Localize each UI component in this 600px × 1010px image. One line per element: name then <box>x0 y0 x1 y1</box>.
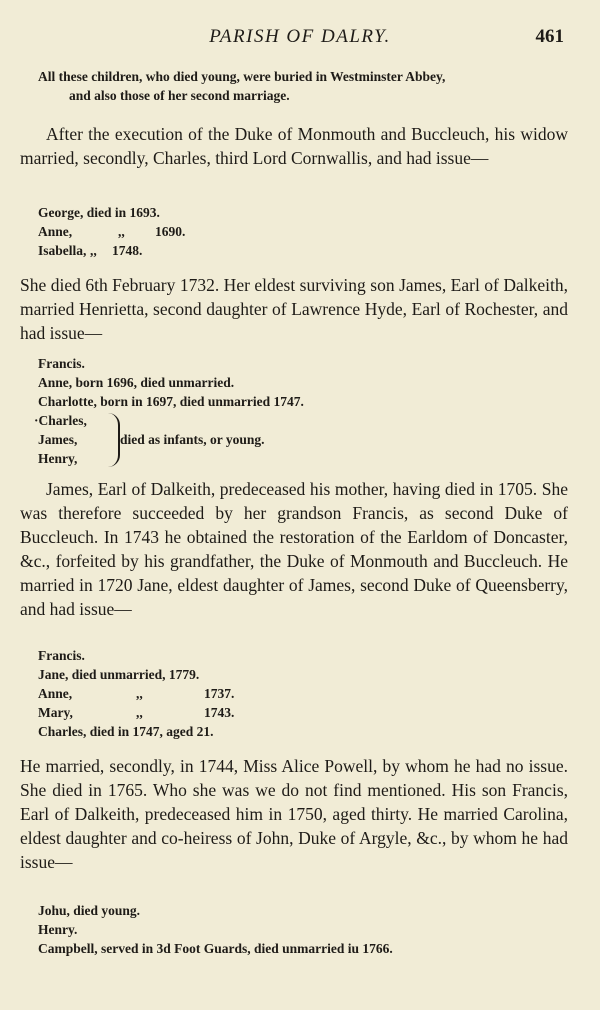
page-header <box>20 26 580 52</box>
list-item: ·Charles, <box>34 413 87 428</box>
footnote-monmouth-children <box>38 67 576 105</box>
paragraph-text: James, Earl of Dalkeith, predeceased his mother, having died in 1705. She was therefore succeeded by her grandson Francis, as second Duke of Buccleuch. In 1743 he obtained the restoration of the Earldom of Doncaster, &c., forfeited by his grandfather, the Duke of Monmouth and Buccleuch. He married in 1720 Jane, eldest daughter of James, second Duke of Queensberry, and had issue— <box>20 479 568 619</box>
list-item: George, died in 1693. <box>38 205 160 220</box>
list-item: Mary, ,, 1743. <box>38 705 235 720</box>
page-number: 461 <box>535 26 564 47</box>
list-item: Jane, died unmarried, 1779. <box>38 667 200 682</box>
infants-brace-group <box>34 411 400 471</box>
paragraph-text: He married, secondly, in 1744, Miss Alice Powell, by whom he had no issue. She died in 1765. Who she was we do not find mentioned. His son Francis, Earl of Dalkeith, predeceased him in 1750, aged thirty. He married Carolina, eldest daughter and co-heiress of John, Duke of Argyle, &c., by whom he had issue— <box>20 756 568 872</box>
paragraph-second-marriage <box>20 754 568 874</box>
curly-brace <box>108 413 120 467</box>
paragraph-james-earl <box>20 477 568 621</box>
list-item: Campbell, served in 3d Foot Guards, died unmarried iu 1766. <box>38 941 393 956</box>
list-item: Charlotte, born in 1697, died unmarried 1747. <box>38 394 304 409</box>
running-title: PARISH OF DALRY. <box>209 26 391 47</box>
list-item: Francis. <box>38 648 85 663</box>
list-item: Isabella, ,, 1748. <box>38 243 143 258</box>
list-item: Henry. <box>38 922 78 937</box>
list-item: James, <box>38 432 78 447</box>
argyle-issue-list <box>38 901 564 958</box>
footnote-line: All these children, who died young, were buried in Westminster Abbey, <box>38 69 446 84</box>
list-item: Anne, ,, 1690. <box>38 224 186 239</box>
dalkeith-issue-list <box>38 354 564 411</box>
list-item: Francis. <box>38 356 85 371</box>
list-item: Johu, died young. <box>38 903 141 918</box>
paragraph-text: She died 6th February 1732. Her eldest surviving son James, Earl of Dalkeith, married Henrietta, second daughter of Lawrence Hyde, Earl of Rochester, and had issue— <box>20 275 568 343</box>
brace-note: died as infants, or young. <box>120 432 265 447</box>
footnote-line: and also those of her second marriage. <box>69 88 290 103</box>
paragraph-widow <box>20 122 568 170</box>
paragraph-death-1732 <box>20 273 568 345</box>
cornwallis-issue-list <box>38 203 564 260</box>
francis-issue-list <box>38 646 564 741</box>
list-item: Anne, ,, 1737. <box>38 686 235 701</box>
paragraph-text: After the execution of the Duke of Monmouth and Buccleuch, his widow married, secondly, Charles, third Lord Cornwallis, and had issue— <box>20 124 568 168</box>
list-item: Charles, died in 1747, aged 21. <box>38 724 214 739</box>
list-item: Anne, born 1696, died unmarried. <box>38 375 235 390</box>
list-item: Henry, <box>38 451 78 466</box>
